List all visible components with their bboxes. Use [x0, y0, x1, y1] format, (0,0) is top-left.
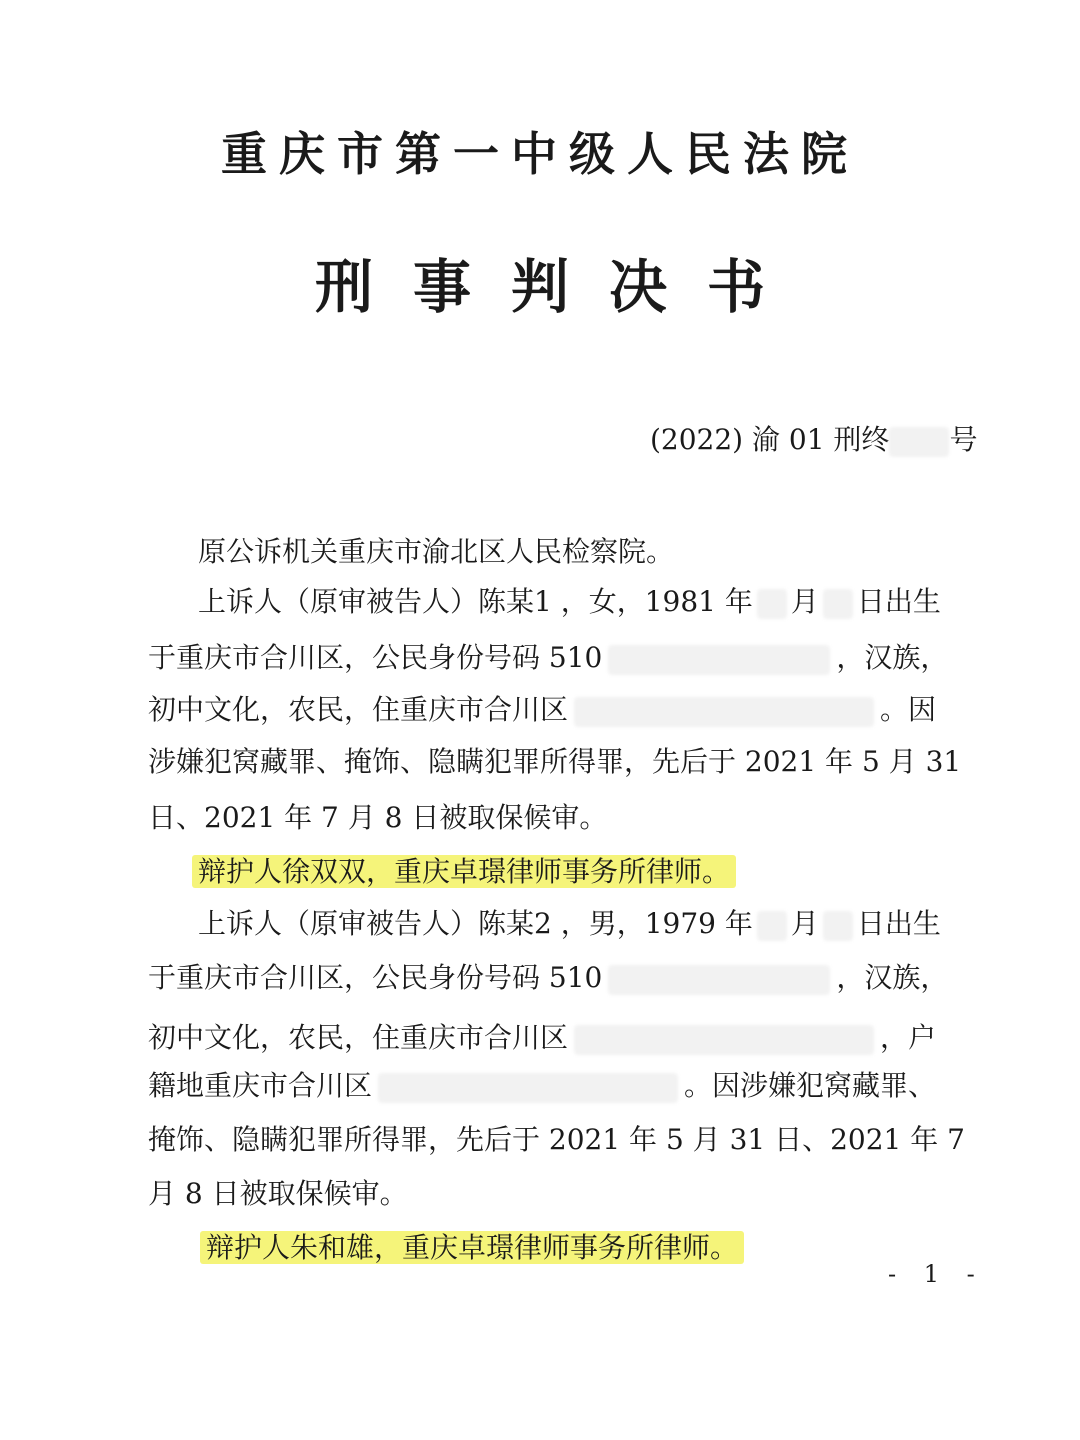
court-name: 重庆市第一中级人民法院 [221, 127, 859, 181]
defender1-line [192, 850, 736, 894]
case-number-prefix: (2022) 渝 01 刑终 [650, 423, 890, 456]
redacted-birth-day [823, 589, 853, 619]
appellant2-line5: 掩饰、隐瞒犯罪所得罪，先后于 2021 年 5 月 31 日、2021 年 7 [148, 1123, 965, 1156]
defender2-line [200, 1226, 744, 1270]
appellant2-month-label: 月 [790, 907, 819, 940]
page-number: - 1 - [888, 1260, 985, 1288]
appellant1-intro: 上诉人（原审被告人）陈某1 ，女，1981 年 [198, 585, 753, 618]
appellant2-line4-end: 。因涉嫌犯窝藏罪、 [684, 1069, 937, 1102]
appellant2-line3 [148, 1016, 936, 1060]
appellant2-ethnicity: ，汉族， [836, 961, 949, 994]
appellant1-line1 [198, 580, 941, 624]
appellant2-hukou-label: 籍地重庆市合川区 [148, 1069, 373, 1102]
appellant2-address-label: 初中文化，农民，住重庆市合川区 [148, 1021, 569, 1054]
appellant2-line1 [198, 902, 941, 946]
redacted-id-number [608, 645, 830, 675]
appellant2-id-label: 于重庆市合川区，公民身份号码 510 [148, 961, 603, 994]
appellant1-line4: 涉嫌犯窝藏罪、掩饰、隐瞒犯罪所得罪，先后于 2021 年 5 月 31 [148, 745, 962, 778]
prosecution-line: 原公诉机关重庆市渝北区人民检察院。 [198, 535, 675, 568]
document-type-title: 刑事判决书 [314, 253, 805, 321]
case-number [650, 418, 977, 462]
case-number-suffix: 号 [949, 423, 978, 456]
redacted-birth-month [757, 911, 787, 941]
defender2-highlight: 辩护人朱和雄，重庆卓璟律师事务所律师。 [200, 1231, 744, 1264]
redacted-hukou-address [378, 1073, 678, 1103]
appellant1-line3 [148, 688, 936, 732]
appellant2-born-label: 日出生 [856, 907, 941, 940]
defender1-highlight: 辩护人徐双双，重庆卓璟律师事务所律师。 [192, 855, 736, 888]
redacted-birth-month [757, 589, 787, 619]
appellant1-line3-end: 。因 [880, 693, 937, 726]
appellant1-address-label: 初中文化，农民，住重庆市合川区 [148, 693, 569, 726]
redacted-address [574, 697, 874, 727]
appellant1-id-label: 于重庆市合川区，公民身份号码 510 [148, 641, 603, 674]
appellant1-line2 [148, 636, 948, 680]
appellant1-ethnicity: ，汉族， [836, 641, 949, 674]
appellant2-line4 [148, 1064, 936, 1108]
redacted-id-number [608, 965, 830, 995]
redacted-birth-day [823, 911, 853, 941]
appellant2-line3-end: ，户 [880, 1021, 937, 1054]
appellant2-line6: 月 8 日被取保候审。 [148, 1177, 408, 1210]
appellant2-line2 [148, 956, 948, 1000]
appellant2-intro: 上诉人（原审被告人）陈某2 ，男，1979 年 [198, 907, 753, 940]
appellant1-born-label: 日出生 [856, 585, 941, 618]
appellant1-line5: 日、2021 年 7 月 8 日被取保候审。 [148, 801, 608, 834]
redacted-case-number [889, 427, 949, 457]
redacted-address [574, 1025, 874, 1055]
appellant1-month-label: 月 [790, 585, 819, 618]
